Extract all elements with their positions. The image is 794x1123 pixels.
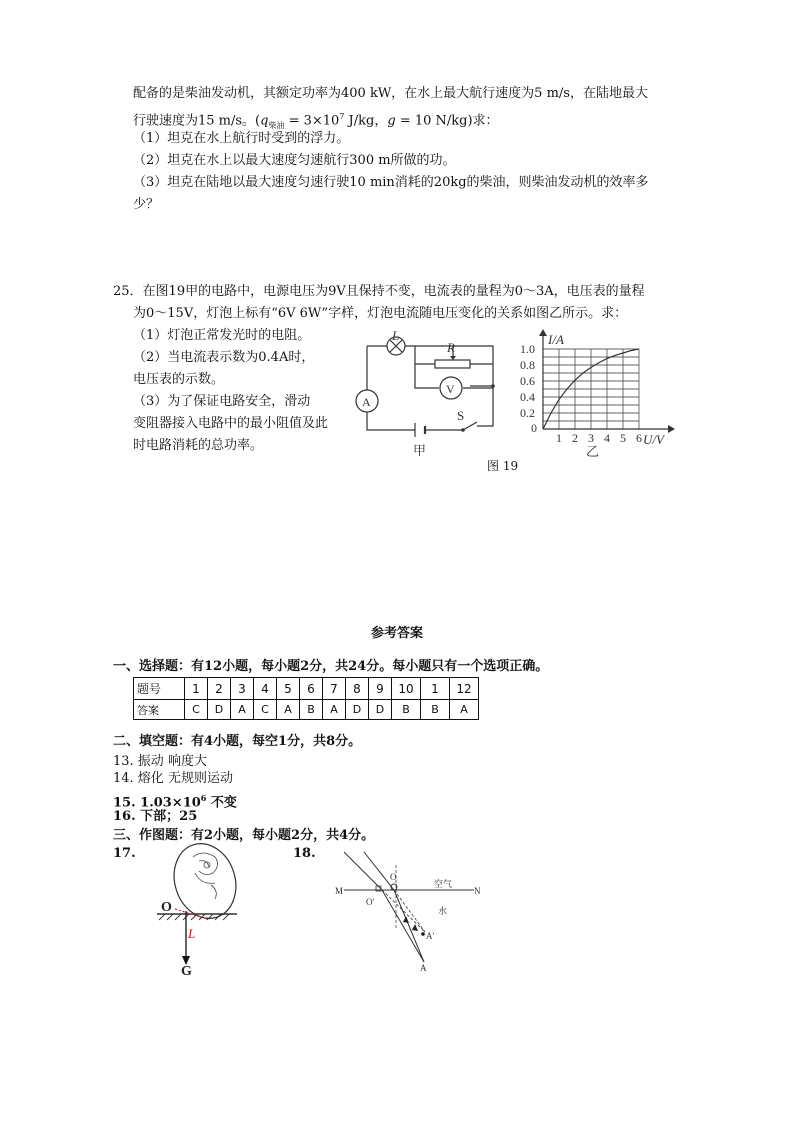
table-answer: A xyxy=(277,700,300,720)
table-num: 7 xyxy=(323,678,346,700)
table-num: 6 xyxy=(300,678,323,700)
y-axis-arrow-icon xyxy=(539,329,547,336)
interface-label-m: M xyxy=(335,886,344,896)
x-tick-label: 1 xyxy=(556,431,562,445)
q24-sub2: （2）坦克在水上以最大速度匀速航行300 m所做的功。 xyxy=(133,153,456,168)
switch-label: S xyxy=(457,408,465,423)
q24-line2: 行驶速度为15 m/s。($q_{柴油} = 3\times 10^7$ J/kg，g = 10 N/kg)求： xyxy=(133,112,499,130)
table-num: 10 xyxy=(392,678,421,700)
point-a-prime-label: A' xyxy=(426,931,435,941)
q25-sub3-line2: 变阻器接入电路中的最小阻值及此 xyxy=(133,416,329,431)
lamp-label: L xyxy=(392,330,400,343)
answer-14: 14. 熔化 无规则运动 xyxy=(113,771,233,786)
x-tick-label: 2 xyxy=(572,431,578,445)
figure-18 xyxy=(330,850,490,975)
interface-label-n: N xyxy=(474,886,481,896)
table-answer: B xyxy=(392,700,421,720)
y-tick-label: 1.0 xyxy=(520,342,535,356)
lever-arm-label: L xyxy=(188,926,196,941)
incident-ray-2 xyxy=(364,852,394,890)
q25-sub2-line2: 电压表的示数。 xyxy=(133,372,225,387)
y-tick-label: 0.8 xyxy=(520,358,535,372)
y-axis-label: I/A xyxy=(548,332,564,347)
circuit-caption: 甲 xyxy=(413,443,427,458)
origin-label: 0 xyxy=(531,421,537,435)
pivot-label: O xyxy=(161,900,172,915)
y-tick-label: 0.4 xyxy=(520,390,535,404)
table-num: 12 xyxy=(450,678,479,700)
ammeter-label: A xyxy=(362,395,371,409)
y-tick-label: 0.6 xyxy=(520,374,535,388)
answer-13: 13. 振动 响度大 xyxy=(113,754,207,769)
graph-caption: 乙 xyxy=(586,444,600,459)
ray-arrow-1-icon xyxy=(403,916,409,923)
gravity-label: G xyxy=(181,964,192,978)
x-tick-label: 6 xyxy=(636,431,642,445)
table-answer: D xyxy=(369,700,392,720)
table-answer: C xyxy=(254,700,277,720)
q25-sub1: （1）灯泡正常发光时的电阻。 xyxy=(133,328,311,343)
table-answer: A xyxy=(231,700,254,720)
table-num: 2 xyxy=(208,678,231,700)
table-num: 5 xyxy=(277,678,300,700)
q24-sub3-line1: （3）坦克在陆地以最大速度匀速行驶10 min消耗的20kg的柴油，则柴油发动机的效率多 xyxy=(133,175,649,190)
table-answer: B xyxy=(300,700,323,720)
q25-line2: 为0～15V，灯泡上标有“6V 6W”字样，灯泡电流随电压变化的关系如图乙所示。求： xyxy=(133,306,628,321)
table-answer: A xyxy=(323,700,346,720)
point-a-label: A xyxy=(420,963,427,973)
point-o-label: O xyxy=(390,872,397,882)
iu-graph xyxy=(510,328,675,460)
answer-15: 15. $1.03\times 10^6$ 不变 xyxy=(113,793,237,811)
table-num: 8 xyxy=(346,678,369,700)
water-label: 水 xyxy=(438,906,448,916)
x-axis-arrow-icon xyxy=(668,425,675,433)
answer-17-label: 17. xyxy=(113,846,136,861)
q24-sub1: （1）坦克在水上航行时受到的浮力。 xyxy=(133,131,350,146)
table-num: 1 xyxy=(185,678,208,700)
refracted-ray-2 xyxy=(394,890,424,962)
q24-line1: 配备的是柴油发动机，其额定功率为400 kW，在水上最大航行速度为5 m/s，在陆地最大 xyxy=(133,86,648,101)
table-answer: B xyxy=(421,700,450,720)
table-answer: D xyxy=(346,700,369,720)
circuit-diagram xyxy=(345,330,515,465)
air-label: 空气 xyxy=(434,879,453,889)
rheostat-label: R xyxy=(447,340,455,355)
section3-heading: 三、作图题：有2小题，每小题2分，共4分。 xyxy=(113,828,375,843)
virtual-ray-2 xyxy=(394,890,425,932)
voltmeter-label: V xyxy=(446,382,455,396)
table-header-label: 题号 xyxy=(134,678,185,700)
q25-sub2-line1: （2）当电流表示数为0.4A时， xyxy=(133,350,315,365)
x-tick-label: 3 xyxy=(588,431,594,445)
section1-heading: 一、选择题：有12小题，每小题2分，共24分。每小题只有一个选项正确。 xyxy=(113,659,549,674)
section2-heading: 二、填空题：有4小题，每空1分，共8分。 xyxy=(113,734,362,749)
q25-sub3-line3: 时电路消耗的总功率。 xyxy=(133,438,264,453)
incident-ray-1 xyxy=(344,852,382,890)
answer-table xyxy=(133,677,479,720)
table-num: 3 xyxy=(231,678,254,700)
answers-title: 参考答案 xyxy=(370,626,423,641)
virtual-ray-1 xyxy=(382,890,425,932)
table-answer: D xyxy=(208,700,231,720)
q25-sub3-line1: （3）为了保证电路安全，滑动 xyxy=(133,394,311,409)
table-num: 1 xyxy=(421,678,450,700)
table-answer-label: 答案 xyxy=(134,700,185,720)
figure-19-caption: 图 19 xyxy=(487,459,519,473)
table-answer: C xyxy=(185,700,208,720)
q25-line1: 25．在图19甲的电路中，电源电压为9V且保持不变，电流表的量程为0～3A，电压表的量程 xyxy=(113,284,645,299)
figure-17 xyxy=(155,843,250,978)
x-tick-label: 5 xyxy=(620,431,626,445)
x-tick-label: 4 xyxy=(604,431,610,445)
table-num: 4 xyxy=(254,678,277,700)
x-axis-label: U/V xyxy=(643,432,664,447)
answer-16: 16. 下部；25 xyxy=(113,809,198,824)
point-o-prime-label: O' xyxy=(366,897,375,907)
ray-arrow-2-icon xyxy=(412,924,418,931)
y-tick-label: 0.2 xyxy=(520,406,535,420)
q24-sub3-line2: 少？ xyxy=(133,197,160,212)
answer-18-label: 18. xyxy=(293,846,316,861)
graph-grid xyxy=(543,349,639,429)
refracted-ray-1 xyxy=(382,890,424,962)
table-num: 9 xyxy=(369,678,392,700)
table-answer: A xyxy=(450,700,479,720)
